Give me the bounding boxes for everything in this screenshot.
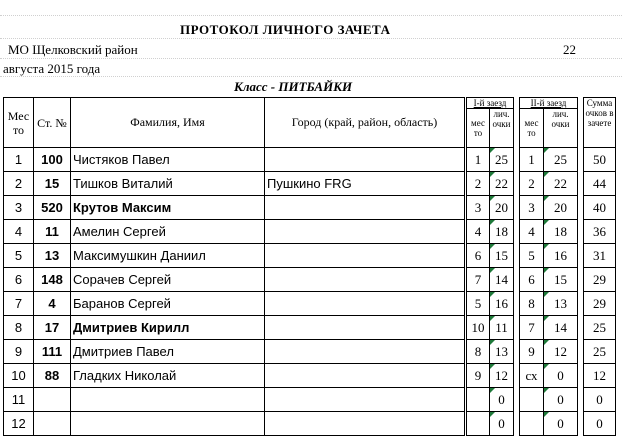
col-city: Город (край, район, область)	[265, 98, 466, 148]
gridline	[0, 38, 622, 39]
row-sum: 25	[584, 316, 616, 340]
row-race2-place: 5	[520, 244, 544, 268]
class-label: Класс - ПИТБАЙКИ	[234, 79, 353, 94]
row-race2-points: 15	[544, 268, 578, 292]
table-row	[4, 268, 616, 292]
row-bib	[34, 388, 71, 412]
row-sum: 31	[584, 244, 616, 268]
row-place: 9	[4, 340, 34, 364]
row-race1-points: 11	[490, 316, 514, 340]
row-race2-place: 6	[520, 268, 544, 292]
row-sum: 44	[584, 172, 616, 196]
row-race1-place: 1	[466, 148, 490, 172]
row-place: 6	[4, 268, 34, 292]
row-city	[265, 316, 466, 340]
row-sum: 12	[584, 364, 616, 388]
row-city	[265, 388, 466, 412]
row-race2-place: 4	[520, 220, 544, 244]
row-race2-place: 3	[520, 196, 544, 220]
row-sum: 40	[584, 196, 616, 220]
row-race2-points: 25	[544, 148, 578, 172]
row-race2-points: 18	[544, 220, 578, 244]
table-row	[4, 364, 616, 388]
row-city	[265, 340, 466, 364]
row-city	[265, 148, 466, 172]
row-race1-points: 16	[490, 292, 514, 316]
row-place: 11	[4, 388, 34, 412]
results-table	[3, 97, 616, 436]
row-race1-place: 3	[466, 196, 490, 220]
col-race2-points: лич. очки	[544, 109, 578, 148]
row-race1-points: 25	[490, 148, 514, 172]
row-bib: 88	[34, 364, 71, 388]
row-race1-points: 15	[490, 244, 514, 268]
row-race2-place: 1	[520, 148, 544, 172]
organization: МО Щелковский район	[8, 42, 138, 57]
row-race1-points: 20	[490, 196, 514, 220]
row-race2-place: 8	[520, 292, 544, 316]
row-sum: 29	[584, 292, 616, 316]
row-race2-place: 7	[520, 316, 544, 340]
col-race1-points: лич. очки	[490, 109, 514, 148]
col-race2-place: мес то	[520, 109, 544, 148]
row-city	[265, 364, 466, 388]
row-bib: 4	[34, 292, 71, 316]
row-race1-place	[466, 412, 490, 436]
row-name: Сорачев Сергей	[71, 268, 265, 292]
row-race1-points: 22	[490, 172, 514, 196]
row-race1-place	[466, 388, 490, 412]
row-race2-points: 14	[544, 316, 578, 340]
row-race2-points: 13	[544, 292, 578, 316]
row-race1-place: 7	[466, 268, 490, 292]
row-race1-place: 6	[466, 244, 490, 268]
row-bib	[34, 412, 71, 436]
row-race2-points: 0	[544, 364, 578, 388]
event-date: августа 2015 года	[3, 61, 101, 76]
row-race1-points: 0	[490, 388, 514, 412]
row-sum: 0	[584, 412, 616, 436]
row-place: 3	[4, 196, 34, 220]
row-city	[265, 220, 466, 244]
col-sum: Сумма очков в зачете	[584, 98, 616, 148]
row-race1-place: 4	[466, 220, 490, 244]
row-place: 2	[4, 172, 34, 196]
row-bib: 100	[34, 148, 71, 172]
row-name: Чистяков Павел	[71, 148, 265, 172]
row-race2-place	[520, 412, 544, 436]
protocol-title: ПРОТОКОЛ ЛИЧНОГО ЗАЧЕТА	[180, 22, 391, 37]
row-bib: 111	[34, 340, 71, 364]
row-race1-points: 18	[490, 220, 514, 244]
col-race1: I-й заезд	[466, 98, 514, 109]
col-bib: Ст. №	[34, 98, 71, 148]
row-place: 4	[4, 220, 34, 244]
row-bib: 15	[34, 172, 71, 196]
row-name: Максимушкин Даниил	[71, 244, 265, 268]
row-race2-points: 0	[544, 388, 578, 412]
row-race1-place: 9	[466, 364, 490, 388]
row-place: 1	[4, 148, 34, 172]
row-bib: 11	[34, 220, 71, 244]
gridline	[0, 15, 622, 16]
row-bib: 148	[34, 268, 71, 292]
row-city	[265, 244, 466, 268]
row-sum: 50	[584, 148, 616, 172]
row-race1-place: 10	[466, 316, 490, 340]
row-city	[265, 292, 466, 316]
row-place: 5	[4, 244, 34, 268]
row-race2-place: сх	[520, 364, 544, 388]
row-race2-points: 16	[544, 244, 578, 268]
table-row	[4, 148, 616, 172]
row-sum: 36	[584, 220, 616, 244]
row-city	[265, 196, 466, 220]
row-race2-place	[520, 388, 544, 412]
table-row	[4, 388, 616, 412]
table-row	[4, 244, 616, 268]
row-bib: 13	[34, 244, 71, 268]
row-race2-place: 9	[520, 340, 544, 364]
row-race2-points: 0	[544, 412, 578, 436]
event-day: 22	[563, 42, 576, 57]
row-city: Пушкино FRG	[265, 172, 466, 196]
row-bib: 17	[34, 316, 71, 340]
row-name: Гладких Николай	[71, 364, 265, 388]
row-name: Дмитриев Кирилл	[71, 316, 265, 340]
row-race2-points: 20	[544, 196, 578, 220]
header-row-1	[4, 98, 616, 109]
row-name: Амелин Сергей	[71, 220, 265, 244]
row-place: 7	[4, 292, 34, 316]
table-row	[4, 412, 616, 436]
row-race2-points: 22	[544, 172, 578, 196]
row-race1-place: 2	[466, 172, 490, 196]
row-city	[265, 412, 466, 436]
row-place: 12	[4, 412, 34, 436]
col-place: Мес то	[4, 98, 34, 148]
col-race1-place: мес то	[466, 109, 490, 148]
table-row	[4, 340, 616, 364]
row-name: Крутов Максим	[71, 196, 265, 220]
row-sum: 25	[584, 340, 616, 364]
row-name	[71, 388, 265, 412]
row-bib: 520	[34, 196, 71, 220]
table-row	[4, 292, 616, 316]
row-race1-place: 5	[466, 292, 490, 316]
row-race1-points: 12	[490, 364, 514, 388]
col-race2: II-й заезд	[520, 98, 578, 109]
table-row	[4, 220, 616, 244]
row-place: 8	[4, 316, 34, 340]
row-name: Баранов Сергей	[71, 292, 265, 316]
row-race1-points: 14	[490, 268, 514, 292]
gridline	[0, 58, 622, 59]
row-place: 10	[4, 364, 34, 388]
col-name: Фамилия, Имя	[71, 98, 265, 148]
table-row	[4, 196, 616, 220]
table-row	[4, 316, 616, 340]
row-race1-points: 0	[490, 412, 514, 436]
row-race2-place: 2	[520, 172, 544, 196]
row-race1-place: 8	[466, 340, 490, 364]
row-race1-points: 13	[490, 340, 514, 364]
row-city	[265, 268, 466, 292]
row-name: Дмитриев Павел	[71, 340, 265, 364]
row-race2-points: 12	[544, 340, 578, 364]
row-name: Тишков Виталий	[71, 172, 265, 196]
table-row	[4, 172, 616, 196]
row-name	[71, 412, 265, 436]
row-sum: 0	[584, 388, 616, 412]
row-sum: 29	[584, 268, 616, 292]
